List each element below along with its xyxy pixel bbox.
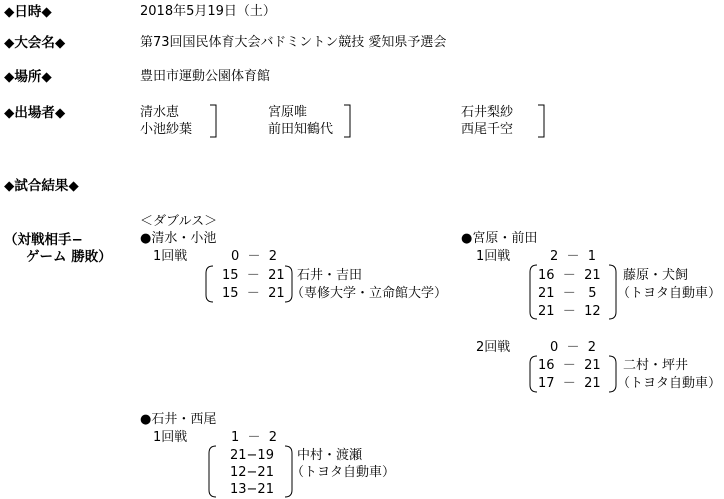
pair-name: ●宮原・前田 bbox=[461, 231, 538, 246]
opponent-affiliation: （トヨタ自動車） bbox=[291, 465, 396, 480]
game-score: 17 － 21 bbox=[538, 376, 601, 391]
tournament-value: 第73回国民体育大会バドミントン競技 愛知県予選会 bbox=[140, 35, 447, 50]
bracket-right bbox=[208, 104, 222, 138]
results-legend-line2: ゲーム 勝敗） bbox=[26, 249, 112, 265]
player-name: 小池紗葉 bbox=[140, 122, 193, 137]
opponent-name: 二村・坪井 bbox=[623, 358, 689, 373]
pair-name: ●石井・西尾 bbox=[140, 412, 217, 427]
category-title: ＜ダブルス＞ bbox=[140, 214, 218, 229]
match-result: 0 － 2 bbox=[231, 249, 278, 264]
bracket-left bbox=[203, 265, 215, 303]
players-label: ◆出場者◆ bbox=[4, 105, 66, 121]
opponent-name: 石井・吉田 bbox=[297, 268, 363, 283]
round-label: 1回戦 bbox=[153, 430, 188, 445]
round-label: 1回戦 bbox=[153, 249, 188, 264]
opponent-affiliation: （専修大学・立命館大学） bbox=[291, 286, 448, 301]
game-score: 15 － 21 bbox=[222, 268, 285, 283]
game-score: 21 － 12 bbox=[538, 304, 601, 319]
date-label: ◆日時◆ bbox=[4, 4, 52, 20]
pair-name: ●清水・小池 bbox=[140, 231, 217, 246]
game-score: 21 － 5 bbox=[538, 286, 597, 301]
player-name: 清水恵 bbox=[140, 105, 180, 120]
player-name: 西尾千空 bbox=[461, 122, 514, 137]
player-name: 宮原唯 bbox=[268, 105, 308, 120]
round-label: 2回戦 bbox=[476, 340, 511, 355]
opponent-affiliation: （トヨタ自動車） bbox=[617, 286, 722, 301]
match-result: 0 － 2 bbox=[550, 340, 597, 355]
bracket-right bbox=[536, 104, 550, 138]
bracket-left bbox=[206, 445, 218, 498]
opponent-name: 中村・渡瀬 bbox=[297, 448, 363, 463]
game-score: 13−21 bbox=[230, 482, 274, 497]
opponent-affiliation: （トヨタ自動車） bbox=[617, 376, 722, 391]
results-legend-line1: （対戦相手− bbox=[4, 232, 83, 248]
opponent-name: 藤原・犬飼 bbox=[623, 268, 689, 283]
date-value: 2018年5月19日（土） bbox=[140, 4, 276, 19]
game-score: 12−21 bbox=[230, 465, 274, 480]
bracket-right bbox=[342, 104, 356, 138]
match-result: 2 － 1 bbox=[550, 249, 597, 264]
game-score: 16 － 21 bbox=[538, 358, 601, 373]
tournament-label: ◆大会名◆ bbox=[4, 35, 66, 51]
match-result: 1 － 2 bbox=[231, 430, 278, 445]
game-score: 21−19 bbox=[230, 448, 274, 463]
game-score: 15 － 21 bbox=[222, 286, 285, 301]
venue-value: 豊田市運動公園体育館 bbox=[140, 69, 271, 84]
round-label: 1回戦 bbox=[476, 249, 511, 264]
results-label: ◆試合結果◆ bbox=[4, 178, 79, 194]
player-name: 石井梨紗 bbox=[461, 105, 514, 120]
game-score: 16 － 21 bbox=[538, 268, 601, 283]
venue-label: ◆場所◆ bbox=[4, 69, 52, 85]
player-name: 前田知鶴代 bbox=[268, 122, 334, 137]
